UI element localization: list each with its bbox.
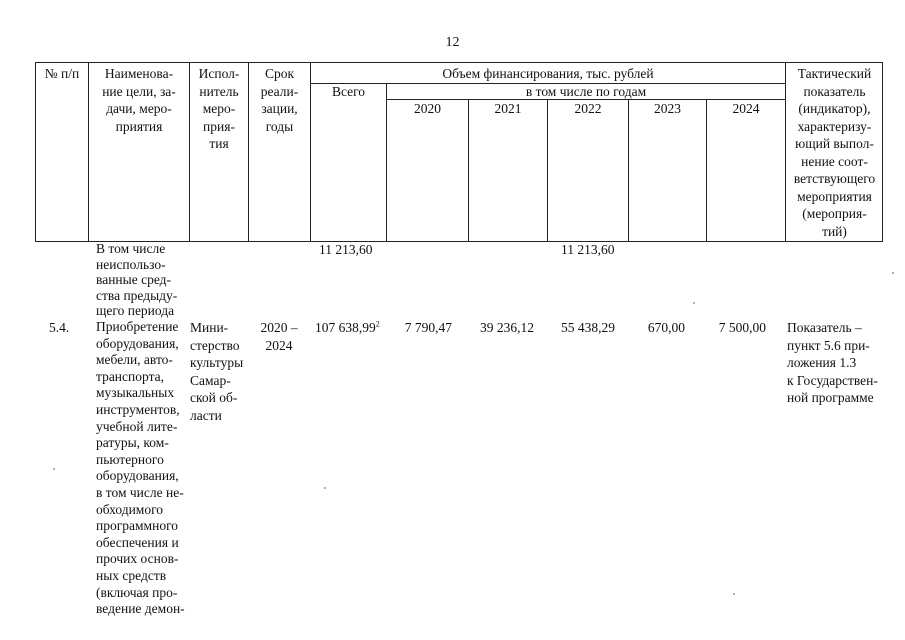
footnote-mark: 2 [375, 319, 380, 329]
scan-speck [892, 272, 894, 274]
scan-speck [53, 468, 55, 470]
row-5-4-2020: 7 790,47 [404, 320, 452, 335]
header-year-2022: 2022 [574, 101, 602, 116]
header-num: № п/п [44, 66, 80, 81]
row-5-4-total-value: 107 638,99 [315, 320, 376, 335]
page-number: 12 [445, 35, 460, 50]
header-term: Срок реали- зации, годы [260, 66, 299, 134]
row-5-4-executor: Мини- стерство культуры Самар- ской об- ласти [190, 320, 244, 423]
header-executor: Испол- нитель меро- прия- тия [198, 66, 240, 151]
row-5-4-2024: 7 500,00 [718, 320, 766, 335]
scan-speck [733, 593, 735, 595]
scan-speck [693, 302, 695, 304]
header-year-2024: 2024 [732, 101, 760, 116]
row-5-4-num: 5.4. [49, 320, 70, 335]
row-unused-name: В том числе неиспользо- ванные сред- ства предыду- щего периода [96, 241, 178, 318]
divider [628, 99, 629, 241]
table-header [35, 62, 883, 242]
divider [468, 99, 469, 241]
header-funding: Объем финансирования, тыс. рублей [442, 66, 654, 81]
row-5-4-name: Приобретение оборудования, мебели, авто- транспорта, музыкальных инструментов, учебной лите- ратуры, ком- пьютерного оборудования, в том числе не- обходимого программного обеспечения и прочих основ- ных средств (включая про- ведение демон- [96, 319, 185, 617]
row-5-4-total [315, 319, 380, 337]
header-year-2023: 2023 [654, 101, 681, 116]
header-year-2021: 2021 [494, 101, 522, 116]
row-unused-2022: 11 213,60 [561, 242, 615, 257]
header-name: Наименова- ние цели, за- дачи, меро- приятия [102, 66, 176, 134]
row-5-4-indicator: Показатель – пункт 5.6 при- ложения 1.3 к Государствен- ной программе [787, 320, 878, 405]
row-5-4-2021: 39 236,12 [480, 320, 534, 335]
row-unused-total: 11 213,60 [319, 242, 373, 257]
header-total: Всего [331, 84, 366, 99]
header-by-years: в том числе по годам [525, 84, 647, 99]
header-indicator: Тактический показатель (индикатор), характеризу- ющий выпол- нение соот- ветствующего мероприятия (мероприя- тий) [793, 66, 876, 239]
row-5-4-term: 2020 – 2024 [260, 320, 298, 353]
divider [547, 99, 548, 241]
divider [706, 99, 707, 241]
header-year-2020: 2020 [414, 101, 441, 116]
scan-speck [324, 487, 326, 489]
row-5-4-2022: 55 438,29 [561, 320, 615, 335]
row-5-4-2023: 670,00 [647, 320, 685, 335]
